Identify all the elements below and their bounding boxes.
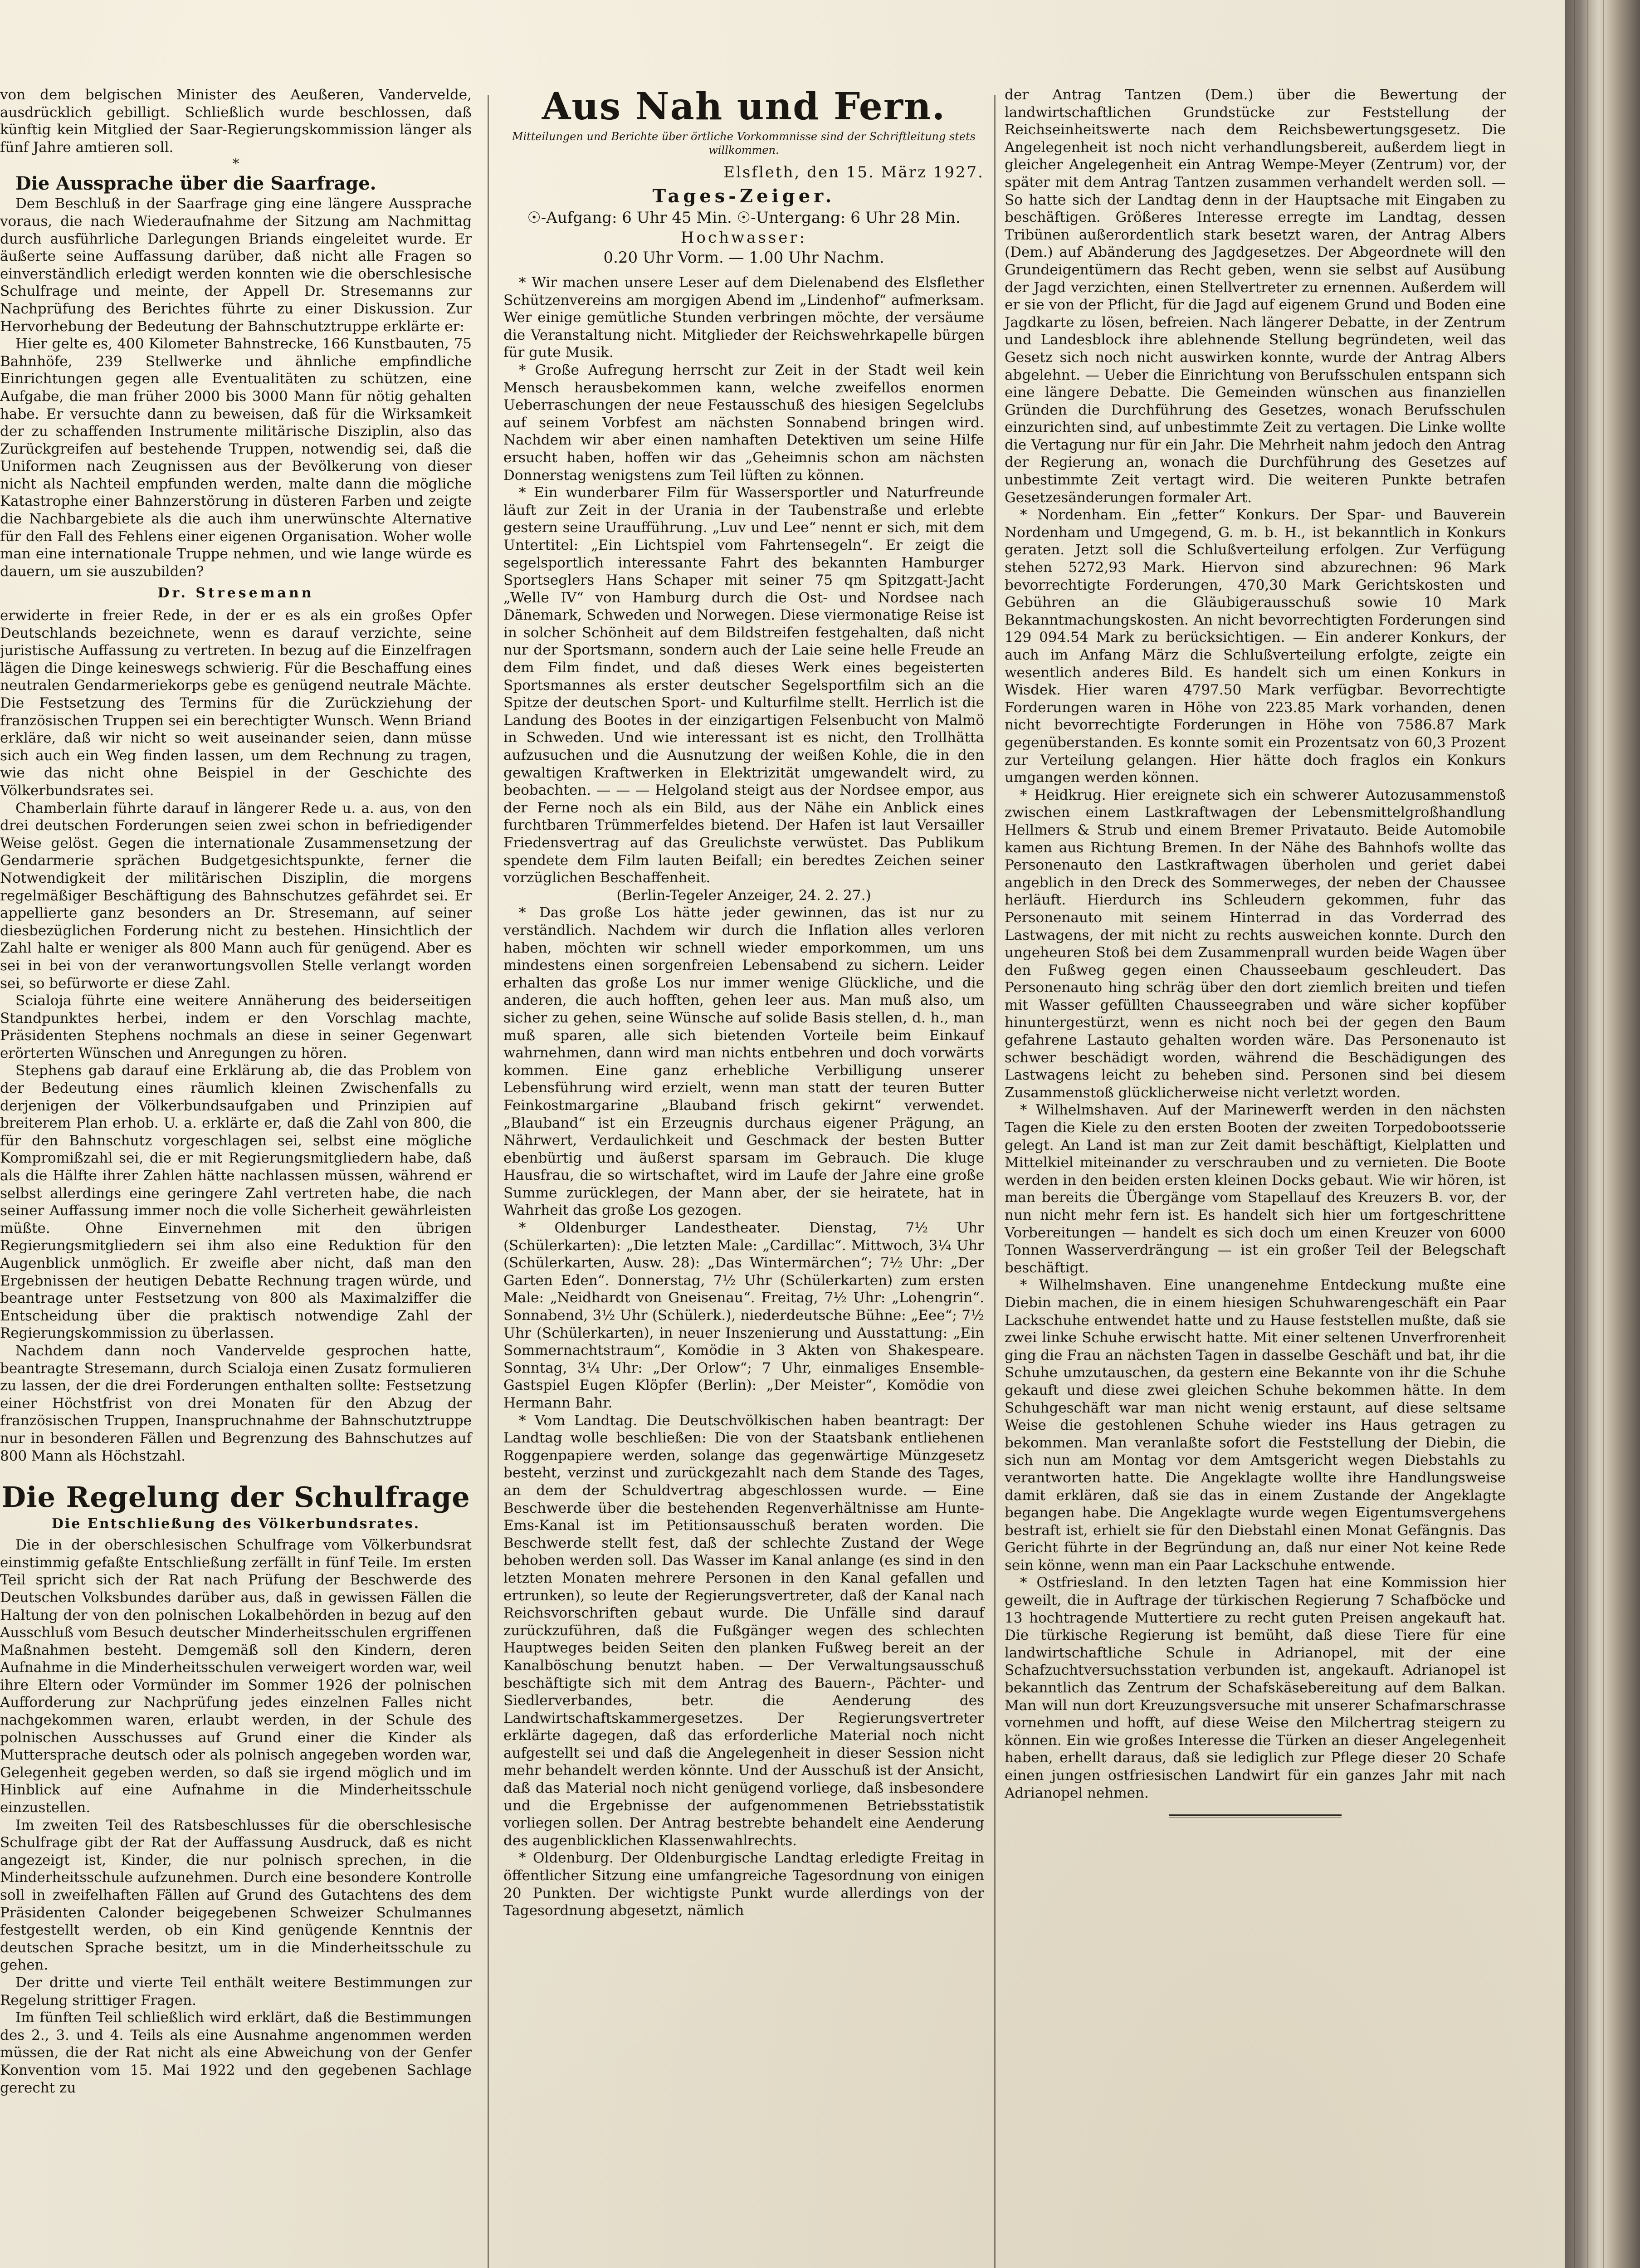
paragraph: Chamberlain führte darauf in längerer Rede u. a. aus, von den drei deutschen Forderungen seien zwei schon in befriedigender Weise gelöst. Gegen die internationale Zusammensetzung der Gendarmerie sprächen Budgetgesichtspunkte, ferner die Notwendigkeit der militärischen Disziplin, die morgens regelmäßiger Beschäftigung des Bahnschutzes gefährdet sei. Er appellierte ganz besonders an Dr. Stresemann, auf seiner diesbezüglichen Forderung nicht zu bestehen. Hinsichtlich der Zahl halte er weniger als 800 Mann auch für genügend. Aber es sei in bei von der veranwortungsvollen Stelle verlangt worden sei, so befürworte er diese Zahl.: [0, 800, 472, 992]
paragraph: Nachdem dann noch Vandervelde gesprochen hatte, beantragte Stresemann, durch Scialoja einen Zusatz formulieren zu lassen, der die drei Forderungen enthalten sollte: Festsetzung einer Höchstfrist von drei Monaten für den Abzug der französischen Truppen, Inanspruchnahme der Bahnschutztruppe nur in besonderen Fällen und Begrenzung des Bahnschutzes auf 800 Mann als Höchstzahl.: [0, 1342, 472, 1464]
page-edge-line: [1574, 0, 1575, 2268]
news-item: * Wilhelmshaven. Auf der Marinewerft werden in den nächsten Tagen die Kiele zu den ersten Booten der zweiten Torpedobootsserie gelegt. An Land ist man zur Zeit damit beschäftigt, Kielplatten und Mittelkiel miteinander zu verschrauben und zu vernieten. Die Boote werden in den beiden ersten kleinen Docks gebaut. Wie wir hören, ist man bereits die Übergänge vom Stapellauf des Kreuzers B. vor, der nun nicht mehr fern ist. Es handelt sich hier um fortgeschrittene Vorbereitungen — handelt es sich doch um einen Kreuzer von 6000 Tonnen Wasserverdrängung — ist ein großer Teil der Belegschaft beschäftigt.: [1005, 1102, 1506, 1276]
column-rule: [994, 95, 996, 2268]
sun-times: ☉-Aufgang: 6 Uhr 45 Min. ☉-Untergang: 6 Uhr 28 Min.: [527, 209, 961, 227]
article-heading: Die Aussprache über die Saarfrage.: [15, 173, 376, 195]
high-water-title: Hochwasser:: [680, 229, 807, 247]
separator-star: *: [232, 156, 239, 172]
section-subtitle: Mitteilungen und Berichte über örtliche Vorkommnisse sind der Schriftleitung stets willkommen.: [512, 130, 976, 156]
section-masthead: Aus Nah und Fern.: [542, 85, 946, 128]
news-item: * Ein wunderbarer Film für Wassersportler und Naturfreunde läuft zur Zeit in der Urania in der Taubenstraße und erlebte gestern seine Uraufführung. „Luv und Lee“ nennt er sich, mit dem Untertitel: „Ein Lichtspiel vom Fahrtensegeln“. Er zeigt die segelsportlich interessante Fahrt des bekannten Hamburger Sportseglers Hans Schaper mit seiner 75 qm Spitzgatt-Jacht „Welle IV“ von Hamburg durch die Ost- und Nordsee nach Dänemark, Schweden und Norwegen. Diese viermonatige Reise ist in solcher Schönheit auf dem Bildstreifen festgehalten, daß nicht nur der Sportsmann, sondern auch der Laie seine helle Freude an dem Film findet, und daß dieses Werk eines begeisterten Sportsmannes als erster deutscher Segelsportfilm sich an die Spitze der deutschen Sport- und Kulturfilme stellt. Herrlich ist die Landung des Bootes in der einzigartigen Felsenbucht von Malmö in Schweden. Und wie interessant ist es nicht, den Trollhätta aufzusuchen und die Ausnutzung der weißen Kohle, die in den gewaltigen Kraftwerken in Elektrizität umgewandelt wird, zu beobachten. — — — Helgoland steigt aus der Nordsee empor, aus der Ferne noch als ein Bild, aus der Nähe ein Anblick eines furchtbaren Trümmerfeldes bietend. Der Hafen ist laut Versailler Friedensvertrag auf das Greulichste verwüstet. Das Publikum spendete dem Film lauten Beifall; ein beredtes Zeichen seiner vorzüglichen Beschaffenheit.: [503, 484, 984, 886]
paragraph: Scialoja führte eine weitere Annäherung des beiderseitigen Standpunktes herbei, indem er den Vorschlag machte, Präsidenten Stephens nochmals an diese in seiner Gegenwart erörterten Wünschen und Anregungen zu hören.: [0, 992, 472, 1061]
paragraph: Dem Beschluß in der Saarfrage ging eine längere Aussprache voraus, die nach Wiederaufnahme der Sitzung am Nachmittag durch ausführliche Darlegungen Briands eingeleitet wurde. Er äußerte seine Auffassung darüber, daß nicht alle Fragen so einverständlich erledigt werden konnten wie die oberschlesische Schulfrage und meinte, der Appell Dr. Stresemanns zur Nachprüfung des Berichtes führte zu einer Diskussion. Zur Hervorhebung der Bedeutung der Bahnschutztruppe erklärte er:: [0, 196, 472, 335]
news-item: * Das große Los hätte jeder gewinnen, das ist nur zu verständlich. Nachdem wir durch die Inflation alles verloren haben, möchten wir schnell wieder emporkommen, um uns mindestens einen sorgenfreien Lebensabend zu sichern. Leider erhalten das große Los nur immer wenige Glückliche, und die anderen, die auch hofften, gehen leer aus. Man muß also, um sicher zu gehen, seine Wünsche auf solide Basis stellen, d. h., man muß sparen, alle sich bietenden Vorteile beim Einkauf wahrnehmen, dann wird man nichts entbehren und doch vorwärts kommen. Eine ganz erhebliche Verbilligung unserer Lebensführung wird erzielt, wenn man statt der teuren Butter Feinkostmargarine „Blauband frisch gekirnt“ verwendet. „Blauband“ ist ein Erzeugnis durchaus eigener Prägung, an Nährwert, Verdaulichkeit und Geschmack der besten Butter ebenbürtig und äußerst sparsam im Gebrauch. Die kluge Hausfrau, die so wirtschaftet, wird im Laufe der Jahre eine große Summe zurücklegen, der Mann aber, der sie heiratete, hat in Wahrheit das große Los gezogen.: [503, 904, 984, 1219]
column-right: [1005, 86, 1506, 1831]
paragraph: Die in der oberschlesischen Schulfrage vom Völkerbundsrat einstimmig gefaßte Entschließung zerfällt in fünf Teile. Im ersten Teil spricht sich der Rat nach Prüfung der Beschwerde des Deutschen Volksbundes darüber aus, daß in gewissen Fällen die Haltung der von den polnischen Lokalbehörden in bezug auf den Ausschluß vom Besuch deutscher Minderheitsschulen ergriffenen Maßnahmen besteht. Demgemäß soll den Kindern, deren Aufnahme in die Minderheitsschulen verweigert worden war, weil ihre Eltern oder Vormünder im Sommer 1926 der polnischen Aufforderung zur Nachprüfung jedes einzelnen Falles nicht nachgekommen waren, erlaubt werden, in der Schule des polnischen Ausschusses auf Grund einer die Kinder als Muttersprache deutsch oder als polnisch angegeben worden war, Gelegenheit gegeben werden, so daß sie irgend möglich und im Hinblick auf eine Aufnahme in die Minderheitsschule einzustellen.: [0, 1537, 472, 1816]
article-subheadline: Die Entschließung des Völkerbundsrates.: [51, 1516, 420, 1532]
paragraph: Stephens gab darauf eine Erklärung ab, die das Problem von der Bedeutung eines räumlich kleinen Zwischenfalls zu derjenigen der Völkerbundsaufgaben und Prinzipien auf breiterem Plan erhob. U. a. erklärte er, daß die Zahl von 800, die für den Bahnschutz vorgeschlagen sei, selbst eine mögliche Kompromißzahl sei, die er mit Regierungsmitgliedern habe, daß als die Hälfte ihrer Zahlen hätte nachlassen müssen, während er selbst allerdings eine geringere Zahl vertreten habe, die nach seiner Auffassung immer noch die volle Sicherheit gewährleisten müßte. Ohne Einvernehmen mit den übrigen Regierungsmitgliedern sei ihm also eine Reduktion für den Augenblick unmöglich. Er zweifle aber nicht, daß man den Ergebnissen der heutigen Debatte Rechnung tragen würde, und beantrage unter Festsetzung von 800 als Maximalziffer die Entscheidung über die praktisch notwendige Zahl der Regierungskommission zu überlassen.: [0, 1062, 472, 1342]
paragraph: Im fünften Teil schließlich wird erklärt, daß die Bestimmungen des 2., 3. und 4. Teils als eine Ausnahme angenommen werden müssen, die der Rat nicht als eine Abweichung von der Genfer Konvention vom 15. Mai 1922 und den gegebenen Sachlage gerecht zu: [0, 2009, 472, 2096]
article-headline: Die Regelung der Schulfrage: [1, 1481, 470, 1514]
news-item: * Wilhelmshaven. Eine unangenehme Entdeckung mußte eine Diebin machen, die in einem hiesigen Schuhwarengeschäft ein Paar Lackschuhe entwendet hatte und zu Hause feststellen mußte, daß sie zwei linke Schuhe erwischt hatte. Mit einer seltenen Unverfrorenheit ging die Frau an nächsten Tagen in dasselbe Geschäft und bat, ihr die Schuhe umzutauschen, da gestern eine Bekannte von ihr die Schuhe gekauft und diese zwei gleichen Schuhe bekommen hätte. In dem Schuhgeschäft war man nicht wenig erstaunt, auf diese seltsame Weise die gestohlenen Schuhe wieder ins Haus getragen zu bekommen. Man veranlaßte sofort die Feststellung der Diebin, die sich nun am Montag vor dem Amtsgericht wegen Diebstahls zu verantworten hatte. Die Angeklagte wollte ihre Handlungsweise damit erklären, daß sie das in einem Zustande der Angeklagte begangen habe. Die Angeklagte wurde wegen Eigentumsvergehens bestraft ist, erhielt sie für den Diebstahl einen Monat Gefängnis. Das Gericht führte in der Begründung an, daß nur einer Not keine Rede sein könne, wenn man ein Paar Lackschuhe entwende.: [1005, 1277, 1506, 1574]
column-rule: [488, 95, 489, 2268]
paragraph: Der dritte und vierte Teil enthält weitere Bestimmungen zur Regelung strittiger Fragen.: [0, 1974, 472, 2009]
news-item-continuation: der Antrag Tantzen (Dem.) über die Bewertung der landwirtschaftlichen Grundstücke zur Feststellung der Reichseinheitswerte nach dem Reichsbewertungsgesetz. Die Angelegenheit ist noch nicht verhandlungsbereit, außerdem liegt in gleicher Angelegenheit ein Antrag Wempe-Meyer (Zentrum) vor, der später mit dem Antrag Tantzen zusammen verhandelt werden soll. — So hatte sich der Landtag denn in der Hauptsache mit Eingaben zu beschäftigen. Größeres Interesse erregte im Landtag, dessen Tribünen außerordentlich stark besetzt waren, der Antrag Albers (Dem.) auf Abänderung des Jagdgesetzes. Der Abgeordnete will den Grundeigentümern das Recht geben, wenn sie selbst auf Ausübung der Jagd verzichten, einen Stellvertreter zu ernennen. Außerdem will er sie von der Pflicht, für die Jagd auf eigenem Grund und Boden eine Jagdkarte zu lösen, befreien. Nach längerer Debatte, in der Zentrum und Landesblock ihre ablehnende Stellung begründeten, weil das Gesetz sich noch nicht auswirken konnte, wurde der Antrag Albers abgelehnt. — Ueber die Einrichtung von Berufsschulen entspann sich eine längere Debatte. Die Gemeinden wünschen aus finanziellen Gründen die Durchführung des Gesetzes, wonach Berufsschulen einzurichten sind, auf unbestimmte Zeit zu vertagen. Die Linke wollte die Vertagung nur für ein Jahr. Die Mehrheit nahm jedoch den Antrag der Regierung an, wonach die Durchführung des Gesetzes auf unbestimmte Zeit vertagt wird. Die weiteren Punkte betrafen Gesetzesänderungen formaler Art.: [1005, 87, 1506, 506]
news-item: * Heidkrug. Hier ereignete sich ein schwerer Autozusammenstoß zwischen einem Lastkraftwagen der Lebensmittelgroßhandlung Hellmers & Strub und einem Bremer Privatauto. Beide Automobile kamen aus Richtung Bremen. In der Nähe des Bahnhofs wollte das Personenauto den Lastkraftwagen überholen und geriet dabei angeblich in den Dreck des Sommerweges, der neben der Chaussee herläuft. Hierdurch ins Schleudern gekommen, fuhr das Personenauto mit seinem Hinterrad in das Vorderrad des Lastwagens, der mit nicht zu rechts ausweichen konnte. Durch den ungeheuren Stoß bei dem Zusammenprall wurden beide Wagen über den Fußweg gegen einen Chausseebaum geschleudert. Das Personenauto hing schräg über den dort ziemlich breiten und tiefen mit Wasser gefüllten Chausseegraben und wäre sicher kopfüber hinuntergestürzt, wenn es nicht noch bei der gegen den Baum gefahrene Lastauto gehalten worden wäre. Das Personenauto ist schwer beschädigt worden, während die Beschädigungen des Lastwagens leicht zu beheben sind. Personen sind bei diesem Zusammenstoß glücklicherweise nicht verletzt worden.: [1005, 787, 1506, 1101]
page-edge-line: [1603, 0, 1604, 2268]
column-left: [0, 86, 472, 2097]
news-item: * Oldenburger Landestheater. Dienstag, 7½ Uhr (Schülerkarten): „Die letzten Male: „Cardillac“. Mittwoch, 3¼ Uhr (Schülerkarten, Ausw. 28): „Das Wintermärchen“; 7½ Uhr: „Der Garten Eden“. Donnerstag, 7½ Uhr (Schülerkarten) zum ersten Male: „Neidhardt von Gneisenau“. Freitag, 7½ Uhr: „Lohengrin“. Sonnabend, 3½ Uhr (Schülerk.), niederdeutsche Bühne: „Eee“; 7½ Uhr (Schülerkarten), in neuer Inszenierung und Ausstattung: „Ein Sommernachtstraum“, Komödie in 3 Akten von Shakespeare. Sonntag, 3¼ Uhr: „Der Orlow“; 7 Uhr, einmaliges Ensemble-Gastspiel Eugen Klöpfer (Berlin): „Der Meister“, Komödie von Hermann Bahr.: [503, 1220, 984, 1411]
column-middle: [503, 86, 984, 1920]
daily-indicator-title: Tages-Zeiger.: [652, 186, 835, 207]
high-water-times: 0.20 Uhr Vorm. — 1.00 Uhr Nachm.: [603, 249, 884, 267]
speaker-heading: Dr. Stresemann: [157, 585, 314, 601]
news-item: * Wir machen unsere Leser auf dem Dielenabend des Elsflether Schützenvereins am morgigen Abend im „Lindenhof“ aufmerksam. Wer einige gemütliche Stunden verbringen möchte, der versäume die Veranstaltung nicht. Mitglieder der Reichswehrkapelle bürgen für gute Musik.: [503, 274, 984, 361]
book-page-edge: [1565, 0, 1640, 2268]
dateline: Elsfleth, den 15. März 1927.: [723, 163, 984, 181]
article-continuation: von dem belgischen Minister des Aeußeren, Vandervelde, ausdrücklich gebilligt. Schließlich wurde beschlossen, daß künftig kein Mitglied der Saar-Regierungskommission länger als fünf Jahre amtieren soll.: [0, 87, 472, 156]
page-edge-line: [1587, 0, 1588, 2268]
end-rule: [1169, 1814, 1342, 1818]
paragraph: erwiderte in freier Rede, in der er es als ein großes Opfer Deutschlands bezeichnete, wenn es darauf verzichte, seine juristische Auffassung zu vertreten. In bezug auf die Einzelfragen lägen die Dinge keineswegs schwierig. Für die Beschaffung eines neutralen Gendarmeriekorps gebe es genügend neutrale Mächte. Die Festsetzung des Termins für die Zurückziehung der französischen Truppen sei ein berechtigter Wunsch. Wenn Briand erkläre, daß wir nicht so weit auseinander seien, dann müsse sich auch ein Weg finden lassen, um dem Rechnung zu tragen, wie das nicht ohne Beispiel in der Geschichte des Völkerbundsrates sei.: [0, 607, 472, 799]
paragraph: Im zweiten Teil des Ratsbeschlusses für die oberschlesische Schulfrage gibt der Rat der Auffassung Ausdruck, daß es nicht angezeigt ist, Kinder, die nur polnisch sprechen, in die Minderheitsschule aufzunehmen. Durch eine besondere Kontrolle soll in zweifelhaften Fällen auf Grund des Gutachtens des dem Präsidenten Calonder beigegebenen Schweizer Schulmannes festgestellt werden, ob ein Kind genügende Kenntnis der deutschen Sprache besitzt, um in die Minderheitsschule zu gehen.: [0, 1817, 472, 1974]
news-item: * Vom Landtag. Die Deutschvölkischen haben beantragt: Der Landtag wolle beschließen: Die von der Staatsbank entliehenen Roggenpapiere werden, solange das gegenwärtige Münzgesetz besteht, verzinst und zurückgezahlt nach dem Stande des Tages, an dem der Schuldvertrag abgeschlossen wurde. — Eine Beschwerde über die bestehenden Regenverhältnisse am Hunte-Ems-Kanal ist im Petitionsausschuß beraten worden. Die Beschwerde stellt fest, daß der schlechte Zustand der Wege behoben werden soll. Das Wasser im Kanal anlange (es sind in den letzten Monaten mehrere Personen in den Kanal gefallen und ertrunken), so leute der Regierungsvertreter, daß der Kanal nach Reichsvorschriften gebaut wurde. Die Unfälle sind darauf zurückzuführen, daß die Fußgänger wegen des schlechten Hauptweges beiden Seiten den planken Fußweg bereit an der Kanalböschung benutzt haben. — Der Verwaltungsausschuß beschäftigte sich mit dem Antrag des Bauern-, Pächter- und Siedlerverbandes, betr. die Aenderung des Landwirtschaftskammergesetzes. Der Regierungsvertreter erklärte dagegen, daß das erforderliche Material noch nicht aufgestellt sei und daß die Angelegenheit in dieser Session nicht mehr behandelt werden könnte. Und der Ausschuß ist der Ansicht, daß das Material noch nicht genügend vorliege, daß insbesondere und die Ergebnisse der aufgenommenen Betriebsstatistik vorliegen sollen. Der Antrag bestrebte behandelt eine Aenderung des augenblicklichen Klassenwahlrechts.: [503, 1412, 984, 1849]
news-item: * Ostfriesland. In den letzten Tagen hat eine Kommission hier geweilt, die in Auftrage der türkischen Regierung 7 Schafböcke und 13 hochtragende Muttertiere zu recht guten Preisen angekauft hat. Die türkische Regierung ist bemüht, daß diese Tiere für eine landwirtschaftliche Schule in Adrianopel, mit der eine Schafzuchtversuchsstation verbunden ist, angekauft. Adrianopel ist bekanntlich das Zentrum der Schafskäsebereitung auf dem Balkan. Man will nun dort Kreuzungsversuche mit unserer Schafmarschrasse vornehmen und hofft, auf diese Weise den Milchertrag steigern zu können. Ein wie großes Interesse die Türken an dieser Angelegenheit haben, erhellt daraus, daß sie lediglich zur Pflege dieser 20 Schafe einen jungen ostfriesischen Landwirt für ein ganzes Jahr mit nach Adrianopel nehmen.: [1005, 1574, 1506, 1801]
news-item: * Nordenham. Ein „fetter“ Konkurs. Der Spar- und Bauverein Nordenham und Umgegend, G. m. b. H., ist bekanntlich in Konkurs geraten. Jetzt soll die Schlußverteilung erfolgen. Zur Verfügung stehen 5272,93 Mark. Hiervon sind abzurechnen: 96 Mark bevorrechtigte Forderungen, 470,30 Mark Gerichtskosten und Gebühren an die Gläubigerausschuß sowie 10 Mark Bekanntmachungskosten. An nicht bevorrechtigten Forderungen sind 129 094.54 Mark zu berücksichtigen. — Ein anderer Konkurs, der auch im Anfang März die Schlußverteilung erfolgte, zeigte ein wesentlich anderes Bild. Es handelt sich um einen Konkurs in Wisdek. Hier waren 4797.50 Mark verfügbar. Bevorrechtigte Forderungen waren in Höhe von 223.85 Mark vorhanden, denen nicht bevorrechtigte Forderungen in Höhe von 7586.87 Mark gegenüberstanden. Es konnte somit ein Prozentsatz von 60,3 Prozent zur Verteilung gelangen. Hier hätte doch fraglos ein Konkurs umgangen werden können.: [1005, 507, 1506, 786]
news-item: * Oldenburg. Der Oldenburgische Landtag erledigte Freitag in öffentlicher Sitzung eine umfangreiche Tagesordnung von einigen 20 Punkten. Der wichtigste Punkt wurde allerdings von der Tagesordnung abgesetzt, nämlich: [503, 1850, 984, 1919]
paragraph: Hier gelte es, 400 Kilometer Bahnstrecke, 166 Kunstbauten, 75 Bahnhöfe, 239 Stellwerke und ähnliche empfindliche Einrichtungen gegen alle Eventualitäten zu schützen, eine Aufgabe, die man früher 2000 bis 3000 Mann für nötig gehalten habe. Er versuchte dann zu beweisen, daß für die Wirksamkeit der zu schaffenden Instrumente militärische Disziplin, also das Zurückgreifen auf bestehende Truppen, notwendig sei, daß die Uniformen nach Zeugnissen aus der Bevölkerung von dieser nicht als Nachteil empfunden werden, malte dann die mögliche Katastrophe einer Bahnzerstörung in düsteren Farben und zeigte die Nachbargebiete als die auch ihm unerwünschte Alternative für den Fall des Fehlens einer eigenen Organisation. Woher wolle man eine internationale Truppe nehmen, und wie lange würde es dauern, um sie auszubilden?: [0, 336, 472, 580]
news-item: * Große Aufregung herrscht zur Zeit in der Stadt weil kein Mensch herausbekommen kann, welche zweifellos enormen Ueberraschungen der neue Festausschuß des hiesigen Segelclubs auf seinem Vorbfest am nächsten Sonnabend bringen wird. Nachdem wir aber einen namhaften Detektiven um seine Hilfe ersucht haben, hoffen wir das „Geheimnis schon am nächsten Donnerstag wenigstens zum Teil lüften zu können.: [503, 362, 984, 484]
source-citation: (Berlin-Tegeler Anzeiger, 24. 2. 27.): [616, 887, 871, 904]
